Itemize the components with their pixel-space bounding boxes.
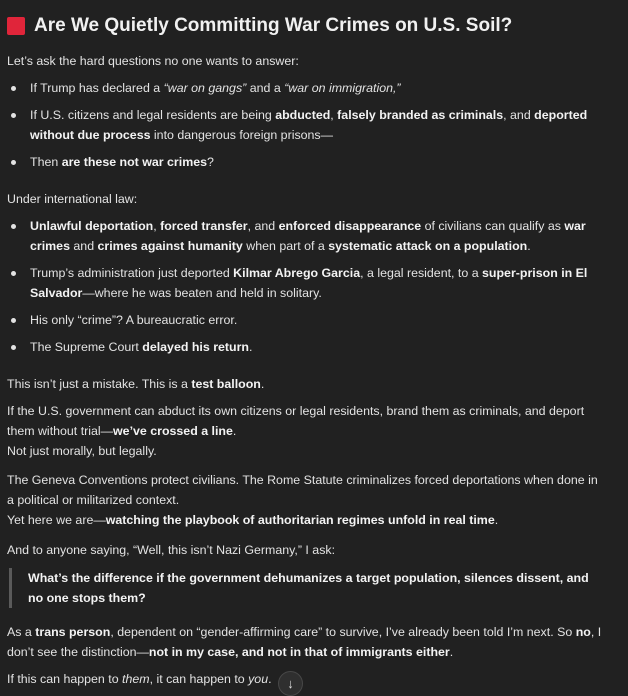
page-title	[7, 13, 512, 39]
paragraph: This isn’t just a mistake. This is a test balloon.	[7, 377, 265, 391]
blockquote: What’s the difference if the government dehumanizes a target population, silences dissent, and no one stops them?	[9, 568, 593, 608]
paragraph: If the U.S. government can abduct its own citizens or legal residents, brand them as criminals, and deport them without trial—we’ve crossed a line. Not just morally, but legally.	[7, 404, 585, 458]
list-item: Then are these not war crimes?	[7, 152, 607, 172]
law-intro: Under international law:	[7, 192, 138, 206]
arrow-down-icon: ↓	[287, 676, 294, 691]
list-item: Trump’s administration just deported Kilmar Abrego Garcia, a legal resident, to a super-prison in El Salvador—where he was beaten and held in solitary.	[7, 263, 607, 310]
list-item: Unlawful deportation, forced transfer, and enforced disappearance of civilians can qualify as war crimes and crimes against humanity when part of a systematic attack on a population.	[7, 216, 607, 263]
list-item: The Supreme Court delayed his return.	[7, 337, 607, 357]
list-item: If Trump has declared a “war on gangs” and a “war on immigration,”	[7, 78, 607, 105]
paragraph: And to anyone saying, “Well, this isn’t Nazi Germany,” I ask:	[7, 543, 336, 557]
paragraph: The Geneva Conventions protect civilians. The Rome Statute criminalizes forced deportations when done in a political or militarized context. Yet here we are—watching the playbook of authoritarian regimes unfold in real time.	[7, 473, 598, 527]
red-square-icon	[7, 17, 25, 35]
paragraph: If this can happen to them, it can happen to you.	[7, 672, 272, 686]
paragraph: As a trans person, dependent on “gender-affirming care” to survive, I’ve already been told I’m next. So no, I don’t see the distinction—not in my case, and not in that of immigrants either.	[7, 625, 602, 659]
list-item: If U.S. citizens and legal residents are being abducted, falsely branded as criminals, and deported without due process into dangerous foreign prisons—	[7, 105, 607, 152]
list-item: His only “crime”? A bureaucratic error.	[7, 310, 607, 337]
intro-text: Let’s ask the hard questions no one wants to answer:	[7, 54, 299, 68]
page-title-text: Are We Quietly Committing War Crimes on U.S. Soil?	[34, 15, 513, 36]
law-list	[7, 216, 607, 357]
question-list	[7, 78, 607, 172]
scroll-down-button[interactable]	[278, 671, 303, 696]
